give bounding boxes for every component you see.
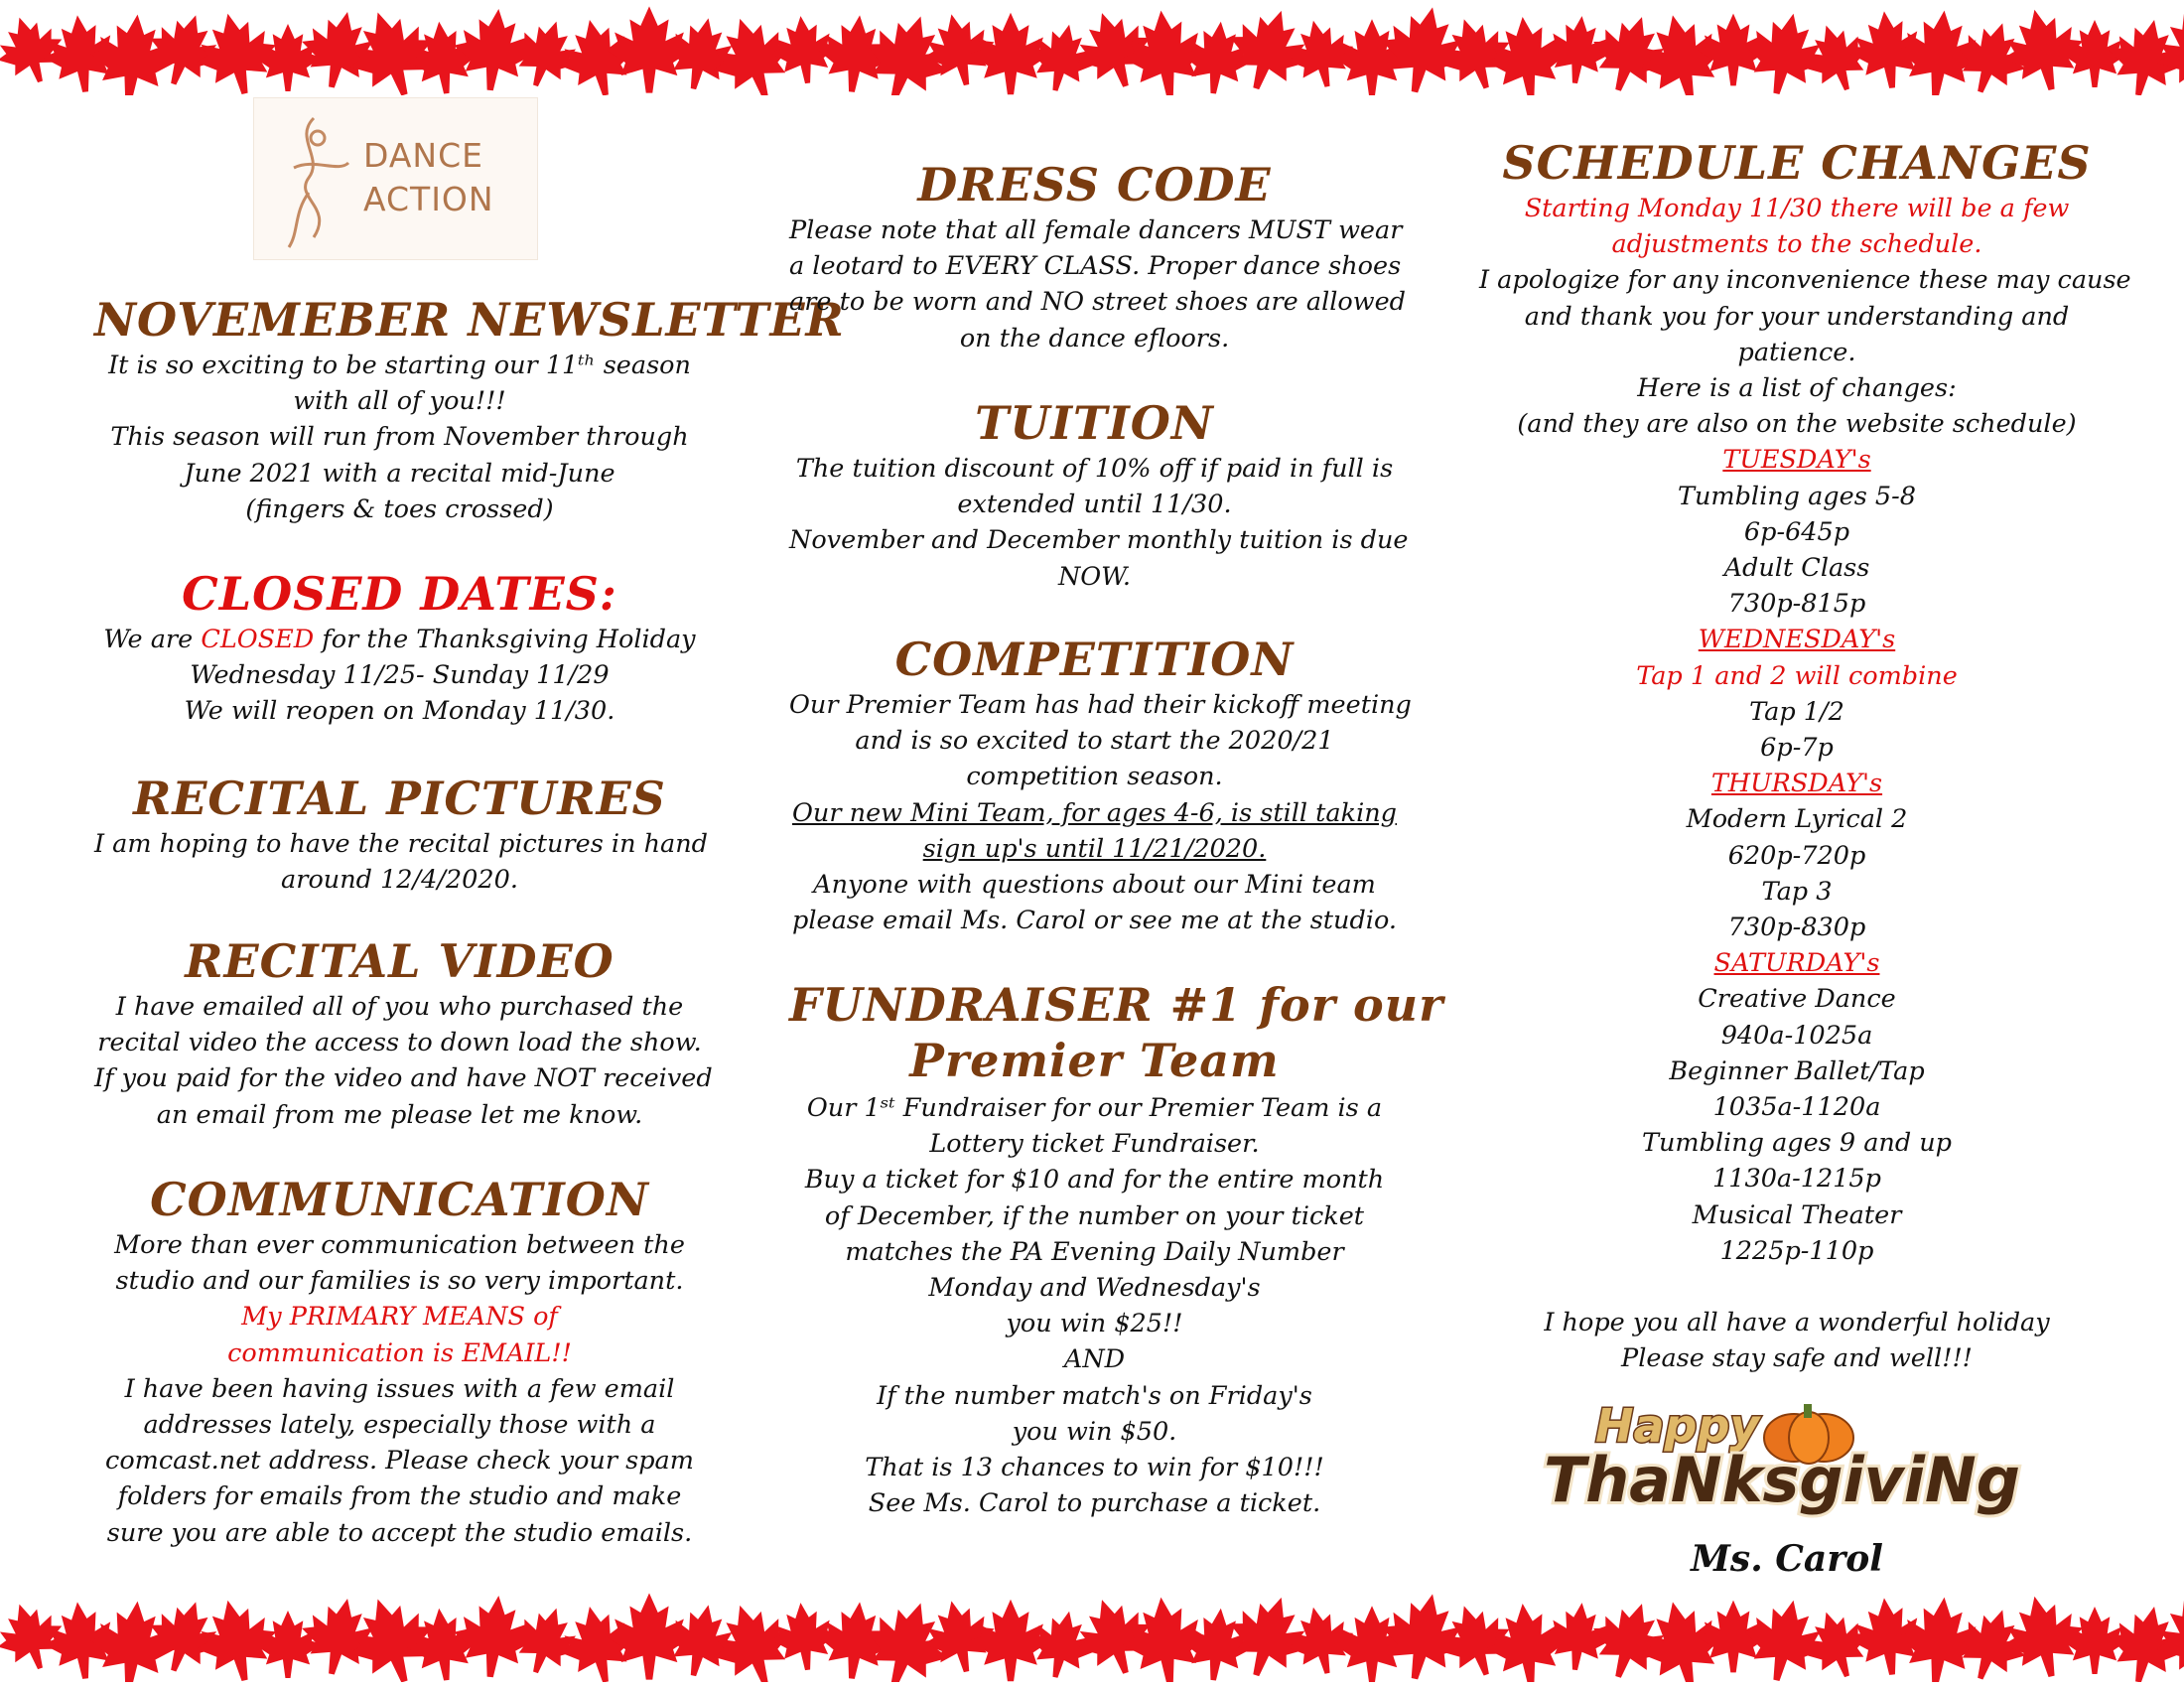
dress-line: Please note that all female dancers MUST wear: [789, 215, 1403, 245]
recital-video-section: [94, 933, 713, 1133]
tuition-section: [789, 395, 1409, 595]
fundraiser-title: FUNDRAISER #1 for our: [789, 978, 1444, 1032]
schedule-item: 1035a-1120a: [1712, 1092, 1881, 1123]
tuition-line: extended until 11/30.: [957, 490, 1232, 520]
fundraiser-line: If the number match's on Friday's: [877, 1380, 1312, 1411]
dancer-icon: [254, 98, 373, 257]
closed-line: Wednesday 11/25- Sunday 11/29: [190, 660, 610, 691]
happy-thanksgiving-graphic: [1534, 1390, 2035, 1519]
newsletter-line: (fingers & toes crossed): [245, 493, 554, 524]
closed-dates-title: CLOSED DATES:: [182, 567, 617, 621]
fundraiser-line: Lottery ticket Fundraiser.: [929, 1129, 1260, 1160]
video-line: recital video the access to down load the show.: [97, 1028, 702, 1058]
video-line: If you paid for the video and have NOT received: [94, 1063, 713, 1094]
wednesday-note: Tap 1 and 2 will combine: [1636, 660, 1958, 691]
pictures-line: I am hoping to have the recital pictures in hand: [94, 829, 708, 859]
dance-action-logo: [253, 97, 538, 260]
schedule-item: Tumbling ages 9 and up: [1641, 1128, 1953, 1159]
wednesday-label: WEDNESDAY's: [1698, 625, 1896, 655]
thursday-label: THURSDAY's: [1710, 769, 1883, 799]
dress-line: a leotard to EVERY CLASS. Proper dance shoes: [789, 251, 1402, 282]
fundraiser-title: Premier Team: [909, 1034, 1280, 1087]
schedule-item: Musical Theater: [1692, 1199, 1902, 1230]
video-line: an email from me please let me know.: [156, 1099, 643, 1130]
competition-line: please email Ms. Carol or see me at the studio.: [792, 906, 1397, 936]
communication-line: More than ever communication between the: [114, 1230, 685, 1260]
communication-line: sure you are able to accept the studio emails.: [106, 1517, 693, 1548]
closing-line: I hope you all have a wonderful holiday: [1544, 1308, 2050, 1338]
schedule-line: (and they are also on the website schedule): [1517, 409, 2077, 440]
communication-line: comcast.net address. Please check your spam: [105, 1446, 694, 1477]
fundraiser-line: Our 1ˢᵗ Fundraiser for our Premier Team is a: [806, 1093, 1383, 1123]
schedule-item: Tap 1/2: [1749, 696, 1844, 727]
closed-line: [94, 622, 705, 657]
maple-leaf-icon: [1217, 0, 1320, 95]
newsletter-section: [94, 292, 845, 527]
schedule-item: Adult Class: [1723, 553, 1870, 584]
thanksgiving-text: ThaNksgiviNg: [1544, 1444, 2020, 1516]
maple-leaf-icon: [1736, 1592, 1834, 1682]
schedule-item: 1130a-1215p: [1712, 1164, 1881, 1195]
logo-text-dance: DANCE: [363, 136, 483, 175]
schedule-item: Beginner Ballet/Tap: [1669, 1055, 1925, 1086]
recital-video-title: RECITAL VIDEO: [185, 934, 614, 988]
tuition-title: TUITION: [975, 396, 1214, 450]
dress-line: are to be worn and NO street shoes are allowed: [789, 287, 1406, 318]
competition-section: [789, 632, 1412, 938]
closed-post: for the Thanksgiving Holiday: [314, 625, 696, 654]
schedule-item: 6p-7p: [1760, 733, 1834, 764]
competition-line: competition season.: [966, 762, 1223, 792]
fundraiser-line: matches the PA Evening Daily Number: [845, 1236, 1344, 1267]
dress-code-section: [789, 157, 1406, 356]
fundraiser-line: of December, if the number on your ticket: [824, 1200, 1365, 1231]
tuesday-label: TUESDAY's: [1722, 445, 1871, 476]
dress-line: on the dance efloors.: [959, 323, 1230, 353]
schedule-item: 620p-720p: [1727, 840, 1866, 871]
schedule-line: and thank you for your understanding and: [1524, 301, 2070, 332]
logo-text-action: ACTION: [363, 180, 494, 218]
pictures-line: around 12/4/2020.: [281, 865, 518, 896]
top-leaf-border: [0, 0, 2184, 95]
newsletter-title: NOVEMEBER NEWSLETTER: [94, 293, 845, 347]
recital-pictures-title: RECITAL PICTURES: [133, 772, 666, 825]
schedule-item: 1225p-110p: [1719, 1235, 1874, 1266]
fundraiser-line: you win $25!!: [1006, 1309, 1183, 1339]
closing-line: Please stay safe and well!!!: [1621, 1343, 1973, 1374]
schedule-item: Modern Lyrical 2: [1686, 804, 1908, 835]
communication-highlight: My PRIMARY MEANS of: [241, 1302, 558, 1333]
fundraiser-line: you win $50.: [1012, 1416, 1177, 1447]
communication-highlight: communication is EMAIL!!: [227, 1337, 572, 1368]
schedule-item: Tumbling ages 5-8: [1678, 481, 1916, 511]
signature: Ms. Carol: [1691, 1538, 1883, 1580]
schedule-item: 730p-815p: [1727, 589, 1866, 620]
tuition-line: November and December monthly tuition is due: [789, 525, 1409, 556]
mini-team-note: sign up's until 11/21/2020.: [922, 833, 1267, 864]
saturday-label: SATURDAY's: [1713, 948, 1880, 979]
communication-section: [94, 1172, 705, 1551]
fundraiser-line: See Ms. Carol to purchase a ticket.: [868, 1488, 1321, 1519]
newsletter-line: June 2021 with a recital mid-June: [184, 458, 615, 489]
tuition-line: The tuition discount of 10% off if paid in full is: [795, 454, 1394, 484]
newsletter-line: This season will run from November through: [110, 422, 689, 453]
bottom-leaf-border: [0, 1587, 2184, 1682]
schedule-line: Here is a list of changes:: [1637, 373, 1957, 404]
closed-pre: We are: [103, 625, 202, 654]
newsletter-line: It is so exciting to be starting our 11ᵗʰ season: [108, 351, 691, 380]
recital-pictures-section: [94, 771, 708, 898]
competition-line: Our Premier Team has had their kickoff meeting: [789, 690, 1412, 720]
competition-line: Anyone with questions about our Mini team: [813, 870, 1376, 901]
communication-line: folders for emails from the studio and make: [117, 1481, 682, 1512]
newsletter-line: with all of you!!!: [293, 386, 506, 417]
happy-text: Happy: [1595, 1399, 1760, 1453]
maple-leaf-icon: [1217, 1587, 1320, 1682]
communication-line: addresses lately, especially those with a: [143, 1410, 656, 1441]
schedule-section: [1479, 135, 2131, 1377]
fundraiser-line: Monday and Wednesday's: [928, 1273, 1261, 1304]
schedule-item: Tap 3: [1761, 876, 1833, 907]
schedule-item: 730p-830p: [1727, 913, 1866, 943]
video-line: I have emailed all of you who purchased the: [115, 992, 684, 1022]
schedule-item: 6p-645p: [1743, 516, 1850, 547]
schedule-line: patience.: [1737, 337, 1856, 367]
fundraiser-line: AND: [1063, 1344, 1126, 1375]
maple-leaf-icon: [1736, 5, 1834, 95]
schedule-intro-red: Starting Monday 11/30 there will be a few: [1524, 194, 2070, 223]
closed-dates-section: [94, 566, 705, 730]
communication-line: I have been having issues with a few email: [124, 1373, 675, 1404]
closed-line: We will reopen on Monday 11/30.: [184, 696, 615, 727]
dress-code-title: DRESS CODE: [917, 158, 1272, 211]
tuition-line: NOW.: [1057, 561, 1132, 592]
communication-line: studio and our families is so very important.: [115, 1266, 684, 1297]
schedule-intro-red: adjustments to the schedule.: [1611, 229, 1982, 260]
schedule-item: Creative Dance: [1698, 984, 1896, 1015]
competition-line: and is so excited to start the 2020/21: [855, 726, 1334, 757]
communication-title: COMMUNICATION: [150, 1173, 649, 1226]
competition-title: COMPETITION: [894, 633, 1295, 686]
schedule-line: I apologize for any inconvenience these may cause: [1479, 265, 2131, 296]
closed-word: CLOSED: [201, 625, 315, 654]
schedule-item: 940a-1025a: [1720, 1020, 1873, 1051]
fundraiser-line: That is 13 chances to win for $10!!!: [865, 1453, 1324, 1483]
fundraiser-line: Buy a ticket for $10 and for the entire month: [804, 1165, 1385, 1196]
schedule-title: SCHEDULE CHANGES: [1502, 136, 2092, 190]
mini-team-note: Our new Mini Team, for ages 4-6, is still taking: [792, 797, 1397, 828]
fundraiser-section: [789, 977, 1444, 1521]
